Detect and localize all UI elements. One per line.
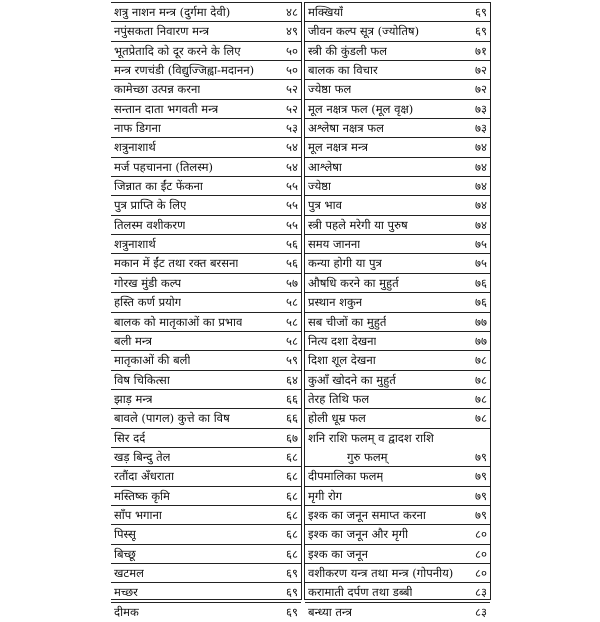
- index-entry: [305, 216, 490, 235]
- index-entry-page-number: ६८: [286, 546, 298, 561]
- index-entry-page-number: ५२: [286, 101, 298, 116]
- index-entry-page-number: ५२: [286, 82, 298, 97]
- index-entry: [111, 42, 301, 61]
- index-entry-title: शनि राशि फलम् व द्वादश राशि: [308, 430, 434, 445]
- index-entry-page-number: ६६: [286, 391, 298, 406]
- index-entry-title: नित्य दशा देखना: [308, 333, 377, 348]
- index-entry-page-number: ७४: [475, 159, 487, 174]
- index-entry-page-number: ५८: [286, 314, 298, 329]
- index-entry: [305, 390, 490, 409]
- index-entry-title: विष चिकित्सा: [114, 372, 170, 387]
- index-entry: [111, 274, 301, 293]
- index-entry-title: मूल नक्षत्र मन्त्र: [308, 140, 368, 155]
- index-entry-title: मन्त्र रणचंडी (विद्युज्जिह्वा-मदानन): [114, 63, 255, 78]
- index-entry-title: सब चीजों का मुहुर्त: [308, 314, 387, 329]
- index-entry-page-number: ७५: [475, 237, 487, 252]
- index-entry: [305, 138, 490, 157]
- index-entry-title: मर्ज पहचानना (तिलस्म): [114, 159, 214, 174]
- index-entry: [305, 254, 490, 273]
- index-entry: [305, 42, 490, 61]
- index-entry: [305, 487, 490, 506]
- index-entry-title: भूतप्रेतादि को दूर करने के लिए: [114, 43, 241, 58]
- index-entry: [305, 564, 490, 583]
- index-entry-page-number: ७८: [475, 391, 487, 406]
- index-entry-title: प्रस्थान शकुन: [308, 295, 363, 310]
- index-entry-title: ज्येष्ठा फल: [308, 82, 352, 97]
- index-entry-page-number: ८३: [475, 604, 487, 619]
- index-entry-title: मस्तिष्क कृमि: [114, 488, 170, 503]
- index-entry-page-number: ६८: [286, 527, 298, 542]
- index-entry: [305, 603, 490, 622]
- index-entry-title: होली धूम्र फल: [308, 411, 366, 426]
- index-entry-title: दीमक: [114, 604, 139, 619]
- index-entry-page-number: ७६: [475, 275, 487, 290]
- index-entry-page-number: ६९: [475, 24, 487, 39]
- index-entry: [111, 254, 301, 273]
- index-entry-page-number: ७९: [475, 449, 487, 464]
- index-entry-page-number: ४८: [286, 5, 298, 19]
- index-entry: [111, 196, 301, 215]
- index-entry-title: बालक को मातृकाओं का प्रभाव: [114, 314, 243, 329]
- index-entry: [111, 371, 301, 390]
- index-entry: [111, 80, 301, 99]
- index-entry-title: कामेच्छा उत्पन्न करना: [114, 82, 201, 97]
- index-entry-title: बन्ध्या तन्त्र: [308, 604, 353, 619]
- index-entry-title: नाफ डिगना: [114, 121, 161, 136]
- index-entry: [111, 119, 301, 138]
- index-entry-page-number: ८३: [475, 585, 487, 600]
- index-entry-title: आश्लेषा: [308, 159, 342, 174]
- index-entry: [305, 22, 490, 41]
- index-entry-page-number: ७४: [475, 217, 487, 232]
- index-entry-page-number: ५०: [286, 63, 298, 78]
- index-entry-title: सन्तान दाता भगवती मन्त्र: [114, 101, 219, 116]
- index-entry-page-number: ६९: [286, 585, 298, 600]
- index-entry: [111, 138, 301, 157]
- index-entry-page-number: ८०: [475, 565, 487, 580]
- index-entry-title: शत्रुनाशार्थ: [114, 237, 156, 252]
- index-entry: [305, 3, 490, 22]
- index-entry: [111, 448, 301, 467]
- index-entry: [111, 100, 301, 119]
- index-entry-title: शत्रुनाशार्थ: [114, 140, 156, 155]
- index-entry-page-number: ५६: [286, 256, 298, 271]
- index-entry-title: तेरह तिथि फल: [308, 391, 370, 406]
- index-entry-page-number: ५५: [286, 179, 298, 194]
- index-entry-title: इश्क का जनून: [308, 546, 368, 561]
- index-entry-page-number: ७६: [475, 295, 487, 310]
- index-entry-title: जीवन कल्प सूत्र (ज्योतिष): [308, 24, 420, 39]
- index-entry-title: नपुंसकता निवारण मन्त्र: [114, 24, 210, 39]
- index-entry-page-number: ५९: [286, 353, 298, 368]
- index-entry-page-number: ६४: [286, 372, 298, 387]
- index-entry: [111, 3, 301, 22]
- index-entry: [305, 429, 490, 468]
- index-entry-page-number: ६९: [286, 604, 298, 619]
- index-entry-title: झाड़ मन्त्र: [114, 391, 153, 406]
- index-entry: [305, 235, 490, 254]
- index-entry: [305, 158, 490, 177]
- index-entry: [111, 429, 301, 448]
- index-entry-title: तिलस्म वशीकरण: [114, 217, 186, 232]
- index-entry-title: कुआँ खोदने का मुहुर्त: [308, 372, 396, 387]
- index-entry-page-number: ७३: [475, 101, 487, 116]
- index-entry-page-number: ५८: [286, 295, 298, 310]
- index-entry: [111, 158, 301, 177]
- index-entry-title: दिशा शूल देखना: [308, 353, 376, 368]
- index-entry-page-number: ५३: [286, 121, 298, 136]
- index-entry: [111, 351, 301, 370]
- index-entry-title: मूल नक्षत्र फल (मूल वृक्ष): [308, 101, 414, 116]
- index-entry: [305, 80, 490, 99]
- index-entry-title: मच्छर: [114, 585, 138, 600]
- index-entry: [111, 525, 301, 544]
- index-entry-page-number: ७५: [475, 256, 487, 271]
- index-entry-title: औषधि करने का मुहुर्त: [308, 275, 399, 290]
- index-entry: [111, 235, 301, 254]
- index-entry-title: बालक का विचार: [308, 63, 378, 78]
- index-right-column: [304, 2, 491, 619]
- index-entry-page-number: ७९: [475, 507, 487, 522]
- index-entry-title: जिन्नात का ईंट फेंकना: [114, 179, 203, 194]
- index-entry-title: शत्रु नाशन मन्त्र (दुर्गमा देवी): [114, 5, 231, 19]
- index-entry-page-number: ६८: [286, 469, 298, 484]
- index-entry-page-number: ७७: [475, 333, 487, 348]
- index-entry-title: मृगी रोग: [308, 488, 343, 503]
- index-entry: [305, 196, 490, 215]
- index-entry: [305, 119, 490, 138]
- index-entry: [305, 467, 490, 486]
- index-entry-page-number: ७४: [475, 140, 487, 155]
- index-entry-title: वशीकरण यन्त्र तथा मन्त्र (गोपनीय): [308, 565, 454, 580]
- index-entry-title: स्त्री पहले मरेगी या पुरुष: [308, 217, 408, 232]
- index-entry-page-number: ६९: [475, 5, 487, 19]
- index-entry-page-number: ७८: [475, 372, 487, 387]
- index-entry-title: कन्या होगी या पुत्र: [308, 256, 382, 271]
- index-entry-page-number: ७७: [475, 314, 487, 329]
- index-entry-page-number: ७३: [475, 121, 487, 136]
- index-entry-page-number: ५७: [286, 275, 298, 290]
- index-entry-page-number: ७४: [475, 198, 487, 213]
- index-entry: [111, 506, 301, 525]
- index-entry-title: इश्क का जनून और मृगी: [308, 527, 409, 542]
- index-entry-page-number: ८०: [475, 527, 487, 542]
- index-entry: [111, 22, 301, 41]
- index-entry: [305, 293, 490, 312]
- index-entry: [111, 487, 301, 506]
- index-entry-page-number: ८०: [475, 546, 487, 561]
- index-entry-page-number: ६७: [286, 430, 298, 445]
- index-entry-page-number: ७१: [475, 43, 487, 58]
- index-entry: [111, 313, 301, 332]
- index-entry: [111, 390, 301, 409]
- index-entry-title: करामाती दर्पण तथा डब्बी: [308, 585, 413, 600]
- index-entry-title: पुत्र प्राप्ति के लिए: [114, 198, 187, 213]
- index-entry-page-number: ७८: [475, 353, 487, 368]
- index-entry: [111, 177, 301, 196]
- index-entry: [305, 409, 490, 428]
- index-entry: [111, 603, 301, 622]
- index-entry-title: बली मन्त्र: [114, 333, 152, 348]
- index-entry-title: इश्क का जनून समाप्त करना: [308, 507, 426, 522]
- index-entry-page-number: ७२: [475, 63, 487, 78]
- index-entry-page-number: ५५: [286, 217, 298, 232]
- index-entry-page-number: ५०: [286, 43, 298, 58]
- index-entry: [305, 545, 490, 564]
- index-entry-page-number: ६६: [286, 411, 298, 426]
- index-entry-title: साँप भगाना: [114, 507, 162, 522]
- index-entry: [111, 409, 301, 428]
- index-entry: [305, 525, 490, 544]
- index-entry: [111, 293, 301, 312]
- index-entry-page-number: ५६: [286, 237, 298, 252]
- index-entry: [305, 313, 490, 332]
- index-entry-page-number: ४९: [286, 24, 298, 39]
- index-entry-page-number: ५४: [286, 159, 298, 174]
- index-entry-title-continued: गुरु फलम्: [347, 449, 388, 464]
- index-entry-page-number: ६८: [286, 449, 298, 464]
- index-entry-page-number: ६८: [286, 488, 298, 503]
- index-entry-title: बिच्छू: [114, 546, 136, 561]
- index-entry: [305, 351, 490, 370]
- index-entry-title: बावले (पागल) कुत्ते का विष: [114, 411, 230, 426]
- index-entry: [111, 61, 301, 80]
- index-entry-page-number: ५५: [286, 198, 298, 213]
- index-left-column: [111, 2, 302, 619]
- index-entry: [111, 216, 301, 235]
- index-entry-title: खटमल: [114, 565, 144, 580]
- index-entry-title: अश्लेषा नक्षत्र फल: [308, 121, 384, 136]
- index-entry-page-number: ७९: [475, 469, 487, 484]
- index-entry-page-number: ६९: [286, 565, 298, 580]
- index-entry-page-number: ७९: [475, 488, 487, 503]
- index-entry: [305, 61, 490, 80]
- index-entry-title: मक्खियाँ: [308, 5, 344, 19]
- index-entry-title: पिस्सू: [114, 527, 136, 542]
- index-entry-title: समय जानना: [308, 237, 361, 252]
- index-entry-title: मातृकाओं की बली: [114, 353, 191, 368]
- index-entry: [305, 332, 490, 351]
- index-entry-title: सिर दर्द: [114, 430, 146, 445]
- index-entry-page-number: ७४: [475, 179, 487, 194]
- index-entry: [111, 332, 301, 351]
- index-entry-title: खड़ बिन्दु तेल: [114, 449, 171, 464]
- index-entry-page-number: ६८: [286, 507, 298, 522]
- index-entry: [305, 371, 490, 390]
- index-entry: [111, 467, 301, 486]
- index-entry-page-number: ५४: [286, 140, 298, 155]
- index-entry-title: हस्ति कर्ण प्रयोग: [114, 295, 182, 310]
- index-entry-title: मकान में ईंट तथा रक्त बरसना: [114, 256, 239, 271]
- index-entry: [305, 100, 490, 119]
- index-entry: [111, 545, 301, 564]
- index-entry-title: गोरख मुंडी कल्प: [114, 275, 182, 290]
- index-entry: [305, 177, 490, 196]
- index-entry-title: दीपमालिका फलम्: [308, 469, 384, 484]
- index-entry: [305, 274, 490, 293]
- index-entry: [305, 506, 490, 525]
- index-entry: [111, 564, 301, 583]
- index-entry-page-number: ७८: [475, 411, 487, 426]
- index-entry-page-number: ५८: [286, 333, 298, 348]
- index-entry-title: स्त्री की कुंडली फल: [308, 43, 387, 58]
- index-entry-title: पुत्र भाव: [308, 198, 342, 213]
- index-entry-page-number: ७२: [475, 82, 487, 97]
- index-entry-title: रतौंदा अँधराता: [114, 469, 175, 484]
- index-entry-title: ज्येष्ठा: [308, 179, 331, 194]
